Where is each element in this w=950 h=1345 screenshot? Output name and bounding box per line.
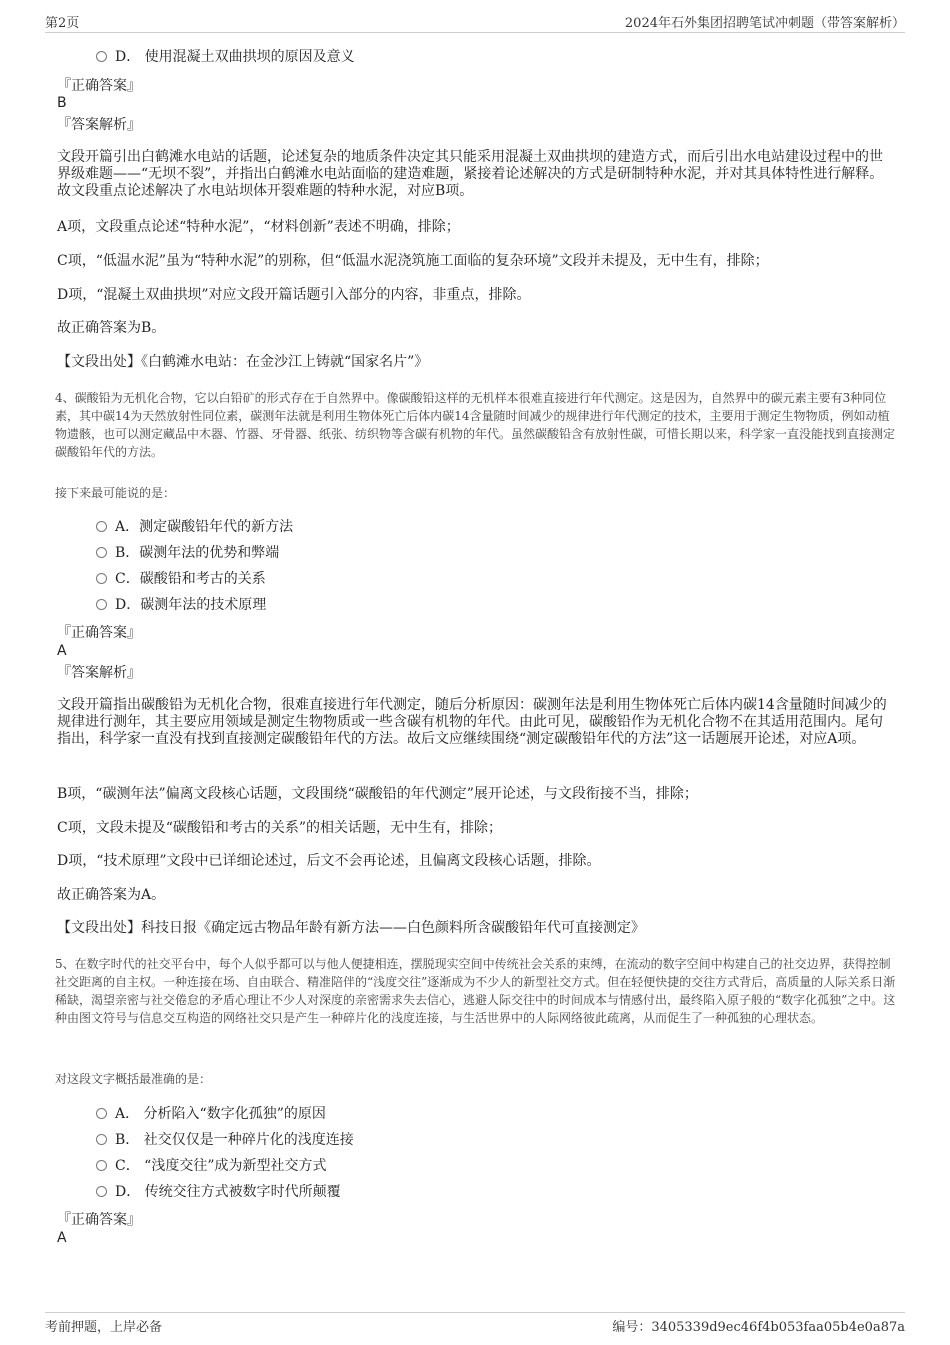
q4-prompt: 接下来最可能说的是：: [55, 486, 176, 500]
q4-answer: A: [57, 643, 67, 659]
radio-icon[interactable]: [96, 573, 107, 584]
page-header: [45, 12, 905, 33]
q3-note-c: C项，“低温水泥”虽为“特种水泥”的别称，但“低温水泥浇筑施工面临的复杂环境”文段并未提及，无中生有，排除；: [57, 253, 769, 269]
q4-source: 【文段出处】科技日报《确定远古物品年龄有新方法——白色颜料所含碳酸铅年代可直接测定》: [57, 920, 645, 936]
q4-option-a[interactable]: A．测定碳酸铅年代的新方法: [96, 518, 293, 536]
q3-analysis-label: 『答案解析』: [57, 117, 141, 133]
q3-answer: B: [57, 95, 67, 111]
q4-option-d[interactable]: D．碳测年法的技术原理: [96, 596, 266, 614]
q3-source: 【文段出处】《白鹤滩水电站：在金沙江上铸就“国家名片”》: [57, 354, 429, 370]
radio-icon[interactable]: [96, 1134, 107, 1145]
q4-conclusion: 故正确答案为A。: [57, 887, 166, 903]
page-footer: [45, 1312, 905, 1335]
radio-icon[interactable]: [96, 599, 107, 610]
q4-note-b: B项，“碳测年法”偏离文段核心话题，文段围绕“碳酸铅的年代测定”展开论述，与文段衔接不当，排除；: [57, 786, 698, 802]
q4-option-c[interactable]: C．碳酸铅和考古的关系: [96, 570, 266, 588]
q3-option-d[interactable]: D． 使用混凝土双曲拱坝的原因及意义: [96, 48, 355, 66]
document-title: 2024年石外集团招聘笔试冲刺题（带答案解析）: [624, 16, 905, 31]
document-id: 编号：3405339d9ec46f4b053faa05b4e0a87a: [612, 1320, 905, 1335]
q5-option-d[interactable]: D． 传统交往方式被数字时代所颠覆: [96, 1183, 341, 1201]
q5-option-b[interactable]: B． 社交仅仅是一种碎片化的浅度连接: [96, 1131, 354, 1149]
radio-icon[interactable]: [96, 1108, 107, 1119]
q3-analysis: 文段开篇引出白鹤滩水电站的话题，论述复杂的地质条件决定其只能采用混凝土双曲拱坝的建造方式，而后引出水电站建设过程中的世界级难题——“无坝不裂”，并指出白鹤滩水电站面临的建造难题，紧接着论述解决的方式是研制特种水泥，并对其具体特性进行解释。故文段重点论述解决了水电站坝体开裂难题的特种水泥，对应B项。: [57, 149, 884, 199]
q4-answer-label: 『正确答案』: [57, 625, 141, 641]
q5-answer-label: 『正确答案』: [57, 1212, 141, 1228]
q3-answer-label: 『正确答案』: [57, 78, 141, 94]
q5-passage: 5、在数字时代的社交平台中，每个人似乎都可以与他人便捷相连，摆脱现实空间中传统社会关系的束缚，在流动的数字空间中构建自己的社交边界，获得控制社交距离的自主权。一种连接在场、自由联合、精准陪伴的“浅度交往”逐渐成为不少人的新型社交方式。但在轻便快捷的交往方式背后，高质量的人际关系日渐稀缺，渴望亲密与社交倦怠的矛盾心理让不少人对深度的亲密需求失去信心，逃避人际交往中的时间成本与情感付出，最终陷入原子般的“数字化孤独”之中。这种由图文符号与信息交互构造的网络社交只是产生一种碎片化的浅度连接，与生活世界中的人际网络彼此疏离，从而促生了一种孤独的心理状态。: [55, 957, 896, 1025]
q3-note-a: A项，文段重点论述“特种水泥”，“材料创新”表述不明确，排除；: [57, 219, 460, 235]
q4-analysis: 文段开篇指出碳酸铅为无机化合物，很难直接进行年代测定，随后分析原因：碳测年法是利用生物体死亡后体内碳14含量随时间减少的规律进行测年，其主要应用领域是测定生物物质或一些含碳有机物的年代。由此可见，碳酸铅作为无机化合物不在其适用范围内。尾句指出，科学家一直没有找到直接测定碳酸铅年代的方法。故后文应继续围绕“测定碳酸铅年代的方法”这一话题展开论述，对应A项。: [57, 697, 887, 747]
q3-note-d: D项，“混凝土双曲拱坝”对应文段开篇话题引入部分的内容，非重点，排除。: [57, 287, 531, 303]
q4-note-c: C项，文段未提及“碳酸铅和考古的关系”的相关话题，无中生有，排除；: [57, 820, 503, 836]
q5-answer: A: [57, 1230, 67, 1246]
q4-passage: 4、碳酸铅为无机化合物，它以白铅矿的形式存在于自然界中。像碳酸铅这样的无机样本很难直接进行年代测定。这是因为，自然界中的碳元素主要有3种同位素，其中碳14为天然放射性同位素，碳测年法就是利用生物体死亡后体内碳14含量随时间减少的规律进行年代测定的技术，主要用于测定生物物质，例如动植物遗骸，也可以测定藏品中木器、竹器、牙骨器、纸张、纺织物等含碳有机物的年代。虽然碳酸铅含有放射性碳，可惜长期以来，科学家一直没能找到直接测定碳酸铅年代的方法。: [55, 391, 896, 459]
footer-slogan: 考前押题，上岸必备: [45, 1320, 163, 1335]
q4-note-d: D项，“技术原理”文段中已详细论述过，后文不会再论述，且偏离文段核心话题，排除。: [57, 853, 601, 869]
radio-icon[interactable]: [96, 1160, 107, 1171]
radio-icon[interactable]: [96, 51, 107, 62]
q4-analysis-label: 『答案解析』: [57, 665, 141, 681]
q5-option-c[interactable]: C． “浅度交往”成为新型社交方式: [96, 1157, 326, 1175]
q5-prompt: 对这段文字概括最准确的是：: [55, 1072, 212, 1086]
radio-icon[interactable]: [96, 521, 107, 532]
radio-icon[interactable]: [96, 1186, 107, 1197]
q5-option-a[interactable]: A． 分析陷入“数字化孤独”的原因: [96, 1105, 326, 1123]
radio-icon[interactable]: [96, 547, 107, 558]
page-number: 第2页: [45, 16, 80, 31]
q3-conclusion: 故正确答案为B。: [57, 320, 166, 336]
q4-option-b[interactable]: B．碳测年法的优势和弊端: [96, 544, 279, 562]
